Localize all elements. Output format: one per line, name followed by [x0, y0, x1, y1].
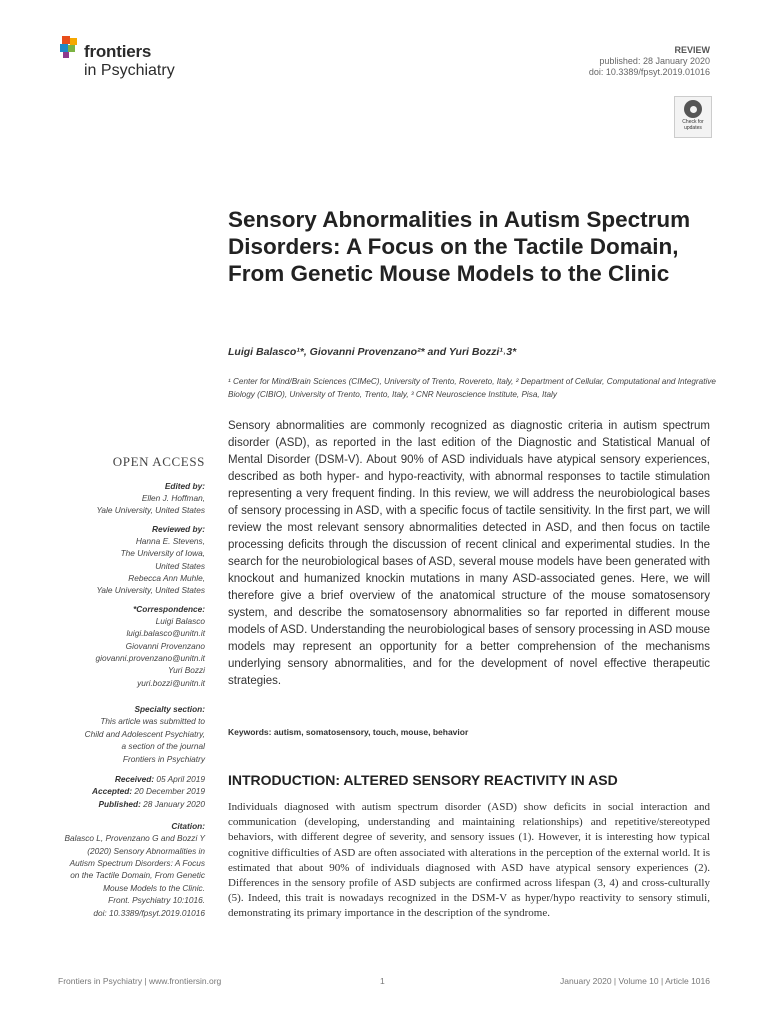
article-type: REVIEW [674, 45, 710, 55]
reviewer-line: United States [155, 560, 205, 571]
citation-line: Mouse Models to the Clinic. [103, 882, 205, 893]
reviewer-line: The University of Iowa, [120, 548, 205, 559]
reviewed-by-heading: Reviewed by: [151, 523, 205, 534]
citation-line: Front. Psychiatry 10:1016. [108, 895, 205, 906]
editor-line: Yale University, United States [96, 505, 205, 516]
section-paragraph: Individuals diagnosed with autism spectrum disorder (ASD) show deficits in social interaction and communication (developing, understanding and maintaining relationships) and repetitive/stereotyped behaviors, with different degree of severity, and sensory issues (1). However, it is interesting how typical cognitive difficulties of ASD are often associated with alterations in the perception of the external world. It is estimated that about 90% of individuals diagnosed with ASD have atypical sensory experiences (2). Differences in the sensory profile of ASD subjects are confirmed across lifespan (3, 4) and cross-culturally (5). Indeed, this trait is nowadays recognized in the DSM-V as hyper/hypo reactivity to sensory stimuli, demonstrating its primary importance in the description of the syndrome. [228, 801, 710, 920]
specialty-line: This article was submitted to [100, 716, 205, 727]
specialty-line: Child and Adolescent Psychiatry, [84, 728, 205, 739]
citation-line: on the Tactile Domain, From Genetic [70, 870, 205, 881]
correspondence-heading: *Correspondence: [133, 603, 205, 614]
frontiers-logo-icon [58, 34, 82, 62]
editor-line: Ellen J. Hoffman, [141, 493, 205, 503]
citation-doi[interactable]: doi: 10.3389/fpsyt.2019.01016 [93, 907, 205, 918]
correspondence-email[interactable]: yuri.bozzi@unitn.it [137, 677, 205, 688]
check-updates-icon [684, 100, 702, 118]
accepted-label: Accepted: [91, 786, 133, 797]
citation-line: Autism Spectrum Disorders: A Focus [69, 857, 205, 868]
accepted-row [40, 785, 205, 797]
edited-by-heading: Edited by: [164, 481, 205, 491]
published-date: published: 28 January 2020 [599, 56, 710, 66]
accepted-date: 20 December 2019 [134, 786, 205, 797]
published-date-sidebar: 28 January 2020 [143, 798, 205, 809]
abstract: Sensory abnormalities are commonly recognized as diagnostic criteria in autism spectrum disorder (ASD), as reported in the last edition of the Diagnostic and Statistical Manual of Mental Disorder (DSM-V). About 90% of ASD individuals have atypical sensory experiences, described as both hyper- and hypo-reactivity, with abnormal responses to tactile stimulation representing a very frequent finding. In this review, we will address the neurobiological bases of sensory processing in ASD, with a specific focus of tactile sensitivity. In the first part, we will review the most relevant sensory abnormalities detected in ASD, and then focus on tactile processing deficits through the discussion of recent clinical and experimental studies. In the search for the neurobiological bases of ASD, several mouse models have been generated with knockout and humanized knockin mutations in many ASD-associated genes. Here, we will therefore give a brief overview of the anatomical structure of the mouse somatosensory system, and describe the somatosensory abnormalities so far reported in different mouse models of ASD. Understanding the neurobiological bases of sensory processing in ASD mouse models may represent an opportunity for a better comprehension of the mechanisms underlying sensory abnormalities, and for the development of novel effective therapeutic strategies. [228, 420, 710, 687]
correspondence-email[interactable]: luigi.balasco@unitn.it [126, 628, 205, 639]
reviewer-line: Hanna E. Stevens, [135, 535, 205, 546]
citation-heading: Citation: [171, 821, 205, 832]
logo-line-1: frontiers [84, 42, 152, 61]
reviewer-line: Yale University, United States [96, 585, 205, 596]
citation-line: Balasco L, Provenzano G and Bozzi Y [64, 833, 205, 844]
citation-line: (2020) Sensory Abnormalities in [87, 845, 205, 856]
author-list: Luigi Balasco¹*, Giovanni Provenzano²* and Yuri Bozzi¹˒3* [228, 346, 517, 358]
received-label: Received: [114, 773, 155, 784]
article-doi[interactable]: doi: 10.3389/fpsyt.2019.01016 [588, 67, 710, 77]
correspondence-name: Luigi Balasco [155, 615, 205, 626]
journal-logo[interactable] [58, 34, 218, 82]
section-heading: INTRODUCTION: ALTERED SENSORY REACTIVITY IN ASD [228, 772, 618, 788]
reviewer-line: Rebecca Ann Muhle, [128, 573, 205, 584]
affiliations: ¹ Center for Mind/Brain Sciences (CIMeC), University of Trento, Rovereto, Italy, ² Department of Cellular, Computational and Integrative Biology (CIBIO), University of Trento, Trento, Italy, ³ CNR Neuroscience Institute, Pisa, Italy [228, 377, 716, 399]
published-row [40, 798, 205, 810]
received-date: 05 April 2019 [156, 773, 205, 784]
footer-journal[interactable]: Frontiers in Psychiatry | www.frontiersin.org [58, 976, 222, 986]
keywords: Keywords: autism, somatosensory, touch, mouse, behavior [228, 727, 469, 737]
specialty-line: Frontiers in Psychiatry [122, 753, 205, 764]
correspondence-name: Yuri Bozzi [167, 665, 205, 676]
specialty-heading: Specialty section: [134, 704, 205, 715]
published-label: Published: [98, 798, 141, 809]
specialty-line: a section of the journal [121, 741, 205, 752]
correspondence-name: Giovanni Provenzano [125, 640, 205, 651]
open-access-label: OPEN ACCESS [112, 454, 205, 469]
received-row [40, 773, 205, 785]
article-title: Sensory Abnormalities in Autism Spectrum Disorders: A Focus on the Tactile Domain, From Genetic Mouse Models to the Clinic [228, 207, 691, 286]
footer-page-number: 1 [380, 976, 385, 986]
article-meta [589, 45, 710, 78]
footer-volume: January 2020 | Volume 10 | Article 1016 [560, 976, 710, 986]
check-updates-label: Check for updates [682, 119, 704, 131]
logo-line-2: in Psychiatry [84, 62, 175, 79]
check-for-updates-badge[interactable] [674, 96, 712, 138]
article-sidebar [40, 454, 205, 919]
correspondence-email[interactable]: giovanni.provenzano@unitn.it [95, 653, 205, 664]
